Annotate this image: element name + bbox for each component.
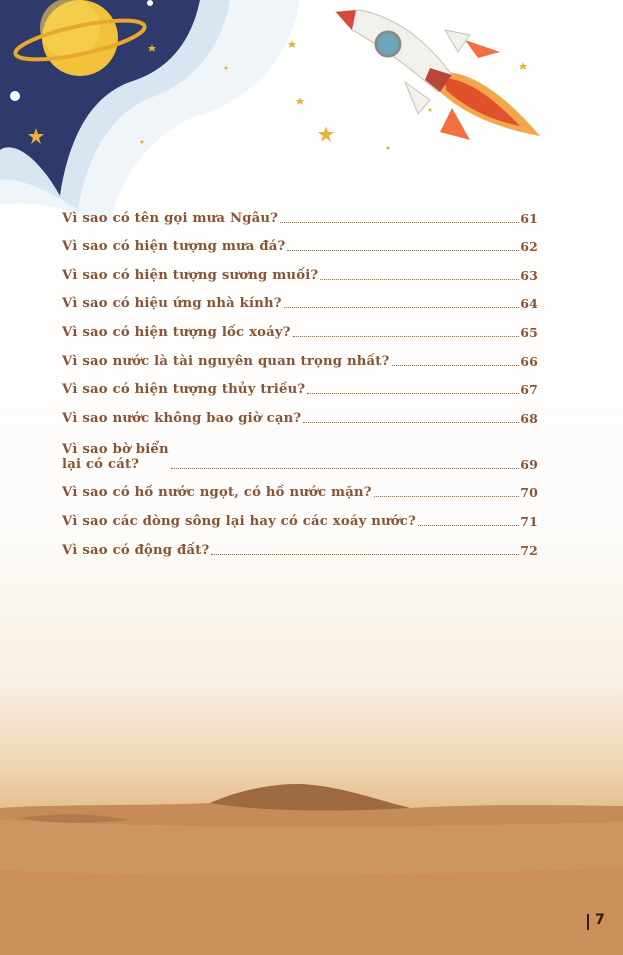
toc-entry[interactable] [62,340,538,369]
toc-entry[interactable] [62,529,538,558]
toc-leader-dots [280,221,519,223]
toc-entry[interactable] [62,197,538,226]
toc-entry-title: Vì sao có hồ nước ngọt, có hồ nước mặn? [62,485,372,501]
toc-entry-title: Vì sao có hiện tượng mưa đá? [62,239,286,255]
page-number-label: 7 [595,912,605,928]
toc-entry-title: Vì sao nước là tài nguyên quan trọng nhất? [62,353,390,369]
toc-entry[interactable] [62,369,538,398]
toc-entry-title: Vì sao có tên gọi mưa Ngâu? [62,210,279,226]
toc-entry-title: Vì sao có hiện tượng sương muối? [62,267,319,283]
toc-entry[interactable] [62,397,538,426]
toc-entry[interactable] [62,500,538,529]
toc-leader-dots [287,249,519,251]
toc-entry-page: 66 [520,353,538,369]
toc-entry[interactable] [62,283,538,312]
toc-entry-page: 61 [520,210,538,226]
toc-leader-dots [307,392,519,394]
toc-entry-title: Vì sao có động đất? [62,542,210,558]
toc-entry-page: 63 [520,267,538,283]
toc-entry-page: 70 [520,485,538,501]
toc-entry[interactable] [62,226,538,255]
toc-entry-page: 71 [520,513,538,529]
desert-landscape [0,784,623,955]
toc-leader-dots [293,335,520,337]
toc-entry-title: Vì sao có hiện tượng lốc xoáy? [62,324,291,340]
toc-entry[interactable] [62,472,538,501]
toc-leader-dots [418,524,519,526]
toc-entry-page: 65 [520,324,538,340]
toc-leader-dots [284,306,519,308]
toc-entry[interactable] [62,254,538,283]
toc-entry-page: 72 [520,542,538,558]
toc-entry[interactable] [62,426,538,472]
toc-leader-dots [320,278,519,280]
toc-leader-dots [392,364,520,366]
toc-entry[interactable] [62,311,538,340]
table-of-contents [62,197,538,558]
toc-entry-page: 67 [520,382,538,398]
toc-entry-page: 62 [520,239,538,255]
toc-entry-title: Vì sao có hiện tượng thủy triều? [62,382,306,398]
toc-entry-page: 69 [520,456,538,472]
toc-leader-dots [211,553,519,555]
toc-entry-title: Vì sao các dòng sông lại hay có các xoáy nước? [62,513,416,529]
folio-divider [587,914,589,930]
toc-entry-title: Vì sao có hiệu ứng nhà kính? [62,296,282,312]
rocket [336,10,540,140]
toc-entry-page: 64 [520,296,538,312]
toc-entry-page: 68 [520,410,538,426]
toc-leader-dots [303,421,519,423]
toc-leader-dots [171,467,519,469]
toc-leader-dots [374,495,520,497]
toc-entry-title: Vì sao nước không bao giờ cạn? [62,410,302,426]
toc-entry-title: Vì sao bờ biển lại có cát? [62,441,169,472]
